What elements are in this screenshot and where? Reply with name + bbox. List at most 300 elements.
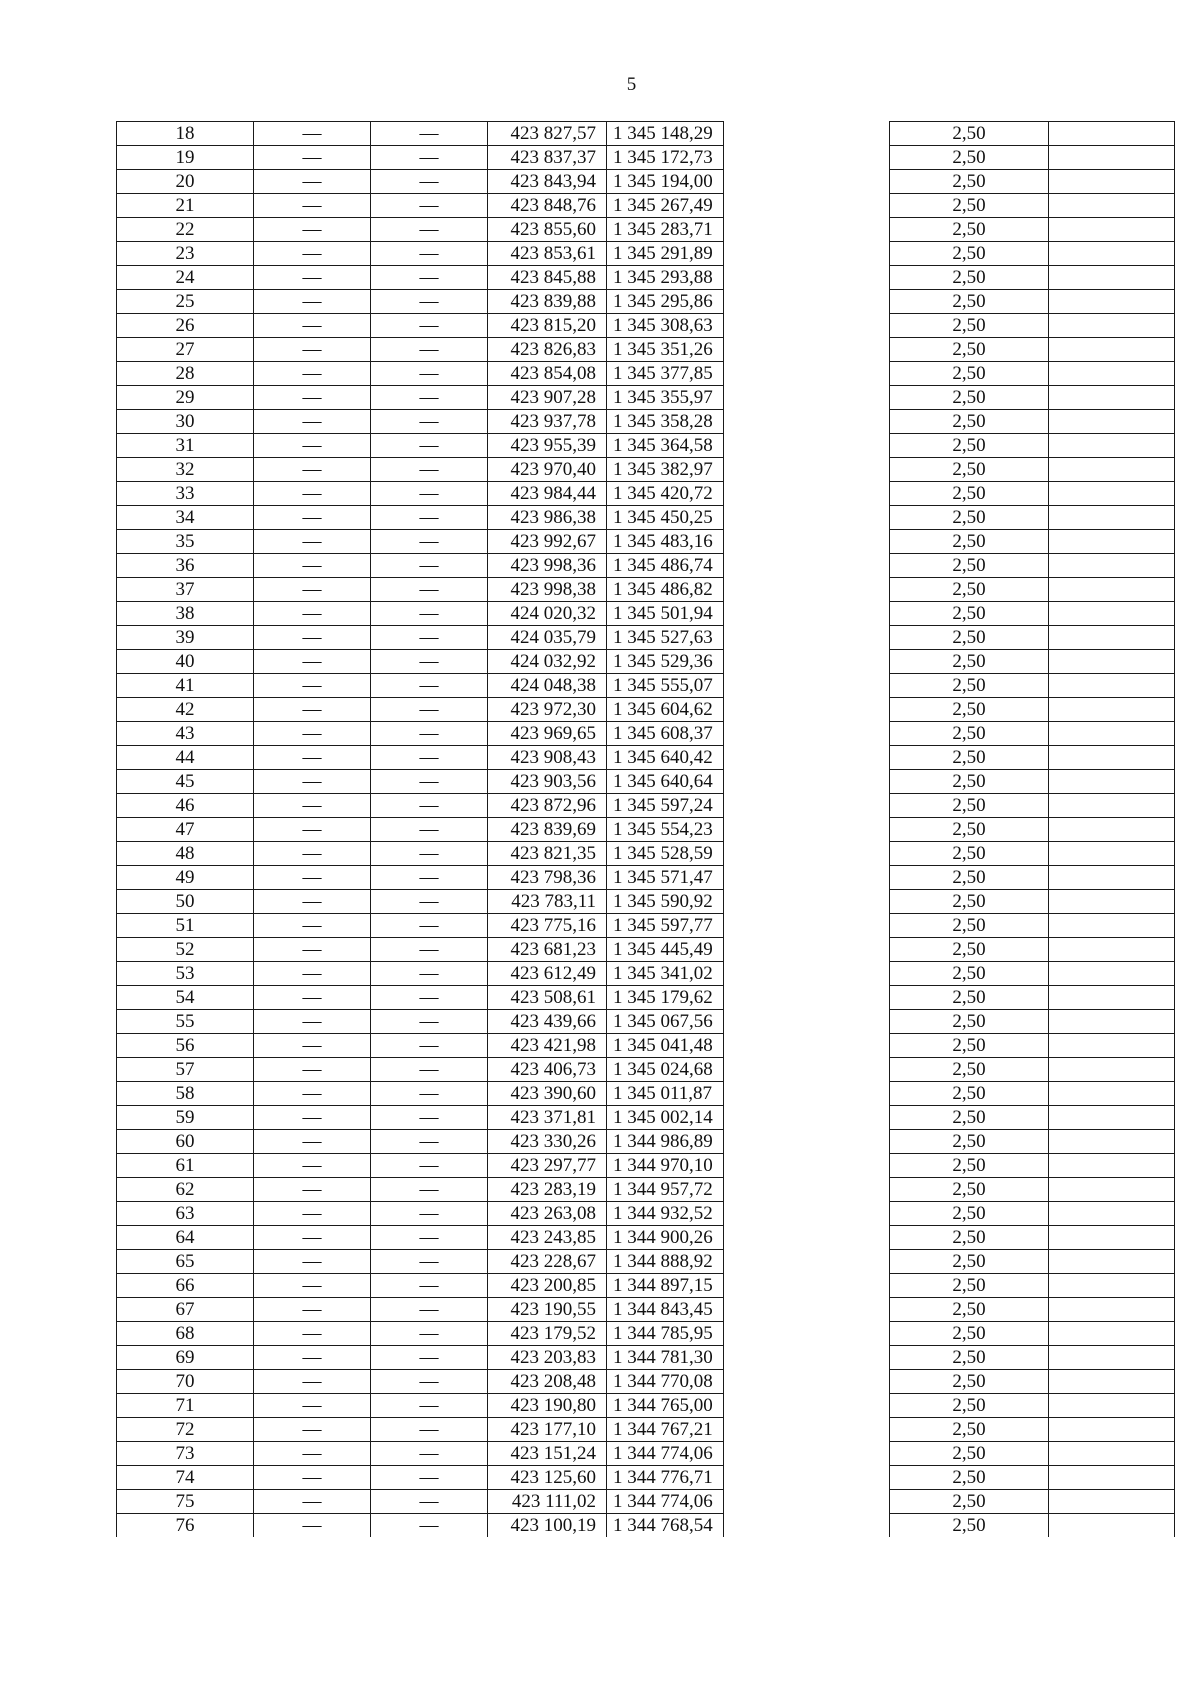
empty-cell xyxy=(1049,866,1175,890)
y-coordinate-cell: 1 344 774,06 xyxy=(607,1442,724,1466)
table-row xyxy=(117,242,1175,266)
point-number-cell: 56 xyxy=(117,1034,254,1058)
accuracy-cell: 2,50 xyxy=(890,362,1049,386)
x-coordinate-cell: 423 854,08 xyxy=(488,362,607,386)
y-coordinate-cell: 1 345 351,26 xyxy=(607,338,724,362)
empty-cell xyxy=(1049,434,1175,458)
x-coordinate-cell: 423 907,28 xyxy=(488,386,607,410)
dash-cell: — xyxy=(371,1466,488,1490)
empty-cell xyxy=(724,146,890,170)
point-number-cell: 75 xyxy=(117,1490,254,1514)
y-coordinate-cell: 1 345 067,56 xyxy=(607,1010,724,1034)
y-coordinate-cell: 1 345 445,49 xyxy=(607,938,724,962)
x-coordinate-cell: 423 955,39 xyxy=(488,434,607,458)
table-row xyxy=(117,1202,1175,1226)
empty-cell xyxy=(724,1322,890,1346)
dash-cell: — xyxy=(371,602,488,626)
accuracy-cell: 2,50 xyxy=(890,458,1049,482)
empty-cell xyxy=(724,1178,890,1202)
accuracy-cell: 2,50 xyxy=(890,866,1049,890)
point-number-cell: 74 xyxy=(117,1466,254,1490)
empty-cell xyxy=(1049,1106,1175,1130)
empty-cell xyxy=(1049,170,1175,194)
table-row xyxy=(117,506,1175,530)
x-coordinate-cell: 423 827,57 xyxy=(488,122,607,146)
dash-cell: — xyxy=(254,482,371,506)
empty-cell xyxy=(724,482,890,506)
y-coordinate-cell: 1 345 291,89 xyxy=(607,242,724,266)
dash-cell: — xyxy=(254,746,371,770)
accuracy-cell: 2,50 xyxy=(890,290,1049,314)
empty-cell xyxy=(1049,602,1175,626)
table-row xyxy=(117,482,1175,506)
x-coordinate-cell: 423 839,88 xyxy=(488,290,607,314)
x-coordinate-cell: 423 203,83 xyxy=(488,1346,607,1370)
empty-cell xyxy=(724,1514,890,1538)
dash-cell: — xyxy=(254,506,371,530)
point-number-cell: 35 xyxy=(117,530,254,554)
accuracy-cell: 2,50 xyxy=(890,1082,1049,1106)
point-number-cell: 22 xyxy=(117,218,254,242)
dash-cell: — xyxy=(371,1058,488,1082)
empty-cell xyxy=(1049,338,1175,362)
accuracy-cell: 2,50 xyxy=(890,1058,1049,1082)
accuracy-cell: 2,50 xyxy=(890,122,1049,146)
empty-cell xyxy=(724,1034,890,1058)
empty-cell xyxy=(724,794,890,818)
empty-cell xyxy=(724,626,890,650)
point-number-cell: 49 xyxy=(117,866,254,890)
empty-cell xyxy=(1049,962,1175,986)
dash-cell: — xyxy=(254,1514,371,1538)
y-coordinate-cell: 1 344 768,54 xyxy=(607,1514,724,1538)
empty-cell xyxy=(724,602,890,626)
x-coordinate-cell: 423 371,81 xyxy=(488,1106,607,1130)
point-number-cell: 30 xyxy=(117,410,254,434)
accuracy-cell: 2,50 xyxy=(890,962,1049,986)
x-coordinate-cell: 423 848,76 xyxy=(488,194,607,218)
dash-cell: — xyxy=(371,482,488,506)
empty-cell xyxy=(1049,1082,1175,1106)
dash-cell: — xyxy=(254,1034,371,1058)
x-coordinate-cell: 423 263,08 xyxy=(488,1202,607,1226)
x-coordinate-cell: 423 998,36 xyxy=(488,554,607,578)
y-coordinate-cell: 1 345 295,86 xyxy=(607,290,724,314)
y-coordinate-cell: 1 345 172,73 xyxy=(607,146,724,170)
dash-cell: — xyxy=(371,1322,488,1346)
dash-cell: — xyxy=(371,650,488,674)
empty-cell xyxy=(1049,362,1175,386)
x-coordinate-cell: 423 937,78 xyxy=(488,410,607,434)
dash-cell: — xyxy=(371,866,488,890)
point-number-cell: 71 xyxy=(117,1394,254,1418)
empty-cell xyxy=(724,1250,890,1274)
table-row xyxy=(117,1106,1175,1130)
accuracy-cell: 2,50 xyxy=(890,1250,1049,1274)
point-number-cell: 64 xyxy=(117,1226,254,1250)
empty-cell xyxy=(724,386,890,410)
point-number-cell: 42 xyxy=(117,698,254,722)
table-row xyxy=(117,1370,1175,1394)
empty-cell xyxy=(724,1226,890,1250)
y-coordinate-cell: 1 345 527,63 xyxy=(607,626,724,650)
accuracy-cell: 2,50 xyxy=(890,1418,1049,1442)
y-coordinate-cell: 1 345 597,24 xyxy=(607,794,724,818)
table-row xyxy=(117,1514,1175,1538)
dash-cell: — xyxy=(371,1250,488,1274)
dash-cell: — xyxy=(254,818,371,842)
y-coordinate-cell: 1 345 024,68 xyxy=(607,1058,724,1082)
dash-cell: — xyxy=(254,1274,371,1298)
dash-cell: — xyxy=(371,290,488,314)
table-row xyxy=(117,866,1175,890)
point-number-cell: 34 xyxy=(117,506,254,530)
empty-cell xyxy=(1049,1322,1175,1346)
dash-cell: — xyxy=(254,530,371,554)
empty-cell xyxy=(724,266,890,290)
point-number-cell: 46 xyxy=(117,794,254,818)
x-coordinate-cell: 424 032,92 xyxy=(488,650,607,674)
empty-cell xyxy=(724,986,890,1010)
empty-cell xyxy=(724,506,890,530)
dash-cell: — xyxy=(254,1394,371,1418)
dash-cell: — xyxy=(371,410,488,434)
accuracy-cell: 2,50 xyxy=(890,818,1049,842)
dash-cell: — xyxy=(371,1514,488,1538)
accuracy-cell: 2,50 xyxy=(890,674,1049,698)
dash-cell: — xyxy=(254,362,371,386)
dash-cell: — xyxy=(371,1298,488,1322)
y-coordinate-cell: 1 345 041,48 xyxy=(607,1034,724,1058)
accuracy-cell: 2,50 xyxy=(890,218,1049,242)
x-coordinate-cell: 423 986,38 xyxy=(488,506,607,530)
accuracy-cell: 2,50 xyxy=(890,1106,1049,1130)
dash-cell: — xyxy=(371,458,488,482)
empty-cell xyxy=(1049,986,1175,1010)
dash-cell: — xyxy=(371,1370,488,1394)
y-coordinate-cell: 1 345 377,85 xyxy=(607,362,724,386)
empty-cell xyxy=(724,962,890,986)
empty-cell xyxy=(724,410,890,434)
table-row xyxy=(117,1418,1175,1442)
accuracy-cell: 2,50 xyxy=(890,146,1049,170)
dash-cell: — xyxy=(254,194,371,218)
y-coordinate-cell: 1 344 932,52 xyxy=(607,1202,724,1226)
point-number-cell: 39 xyxy=(117,626,254,650)
empty-cell xyxy=(724,170,890,194)
y-coordinate-cell: 1 345 483,16 xyxy=(607,530,724,554)
accuracy-cell: 2,50 xyxy=(890,938,1049,962)
table-row xyxy=(117,146,1175,170)
dash-cell: — xyxy=(254,650,371,674)
point-number-cell: 28 xyxy=(117,362,254,386)
dash-cell: — xyxy=(371,1346,488,1370)
x-coordinate-cell: 423 439,66 xyxy=(488,1010,607,1034)
dash-cell: — xyxy=(254,626,371,650)
accuracy-cell: 2,50 xyxy=(890,554,1049,578)
x-coordinate-cell: 423 837,37 xyxy=(488,146,607,170)
x-coordinate-cell: 423 243,85 xyxy=(488,1226,607,1250)
point-number-cell: 60 xyxy=(117,1130,254,1154)
dash-cell: — xyxy=(254,1418,371,1442)
accuracy-cell: 2,50 xyxy=(890,914,1049,938)
y-coordinate-cell: 1 344 767,21 xyxy=(607,1418,724,1442)
dash-cell: — xyxy=(254,1226,371,1250)
dash-cell: — xyxy=(371,1106,488,1130)
table-row xyxy=(117,650,1175,674)
empty-cell xyxy=(1049,578,1175,602)
accuracy-cell: 2,50 xyxy=(890,266,1049,290)
dash-cell: — xyxy=(371,842,488,866)
empty-cell xyxy=(1049,1130,1175,1154)
dash-cell: — xyxy=(371,1130,488,1154)
empty-cell xyxy=(724,650,890,674)
dash-cell: — xyxy=(254,674,371,698)
y-coordinate-cell: 1 344 843,45 xyxy=(607,1298,724,1322)
y-coordinate-cell: 1 345 590,92 xyxy=(607,890,724,914)
y-coordinate-cell: 1 345 486,82 xyxy=(607,578,724,602)
x-coordinate-cell: 423 177,10 xyxy=(488,1418,607,1442)
dash-cell: — xyxy=(254,458,371,482)
dash-cell: — xyxy=(254,1082,371,1106)
dash-cell: — xyxy=(371,1034,488,1058)
dash-cell: — xyxy=(254,122,371,146)
point-number-cell: 43 xyxy=(117,722,254,746)
point-number-cell: 65 xyxy=(117,1250,254,1274)
x-coordinate-cell: 423 151,24 xyxy=(488,1442,607,1466)
point-number-cell: 29 xyxy=(117,386,254,410)
accuracy-cell: 2,50 xyxy=(890,986,1049,1010)
dash-cell: — xyxy=(371,1490,488,1514)
x-coordinate-cell: 423 390,60 xyxy=(488,1082,607,1106)
empty-cell xyxy=(724,1442,890,1466)
table-row xyxy=(117,1034,1175,1058)
table-row xyxy=(117,1274,1175,1298)
x-coordinate-cell: 423 111,02 xyxy=(488,1490,607,1514)
dash-cell: — xyxy=(371,914,488,938)
dash-cell: — xyxy=(254,266,371,290)
table-row xyxy=(117,938,1175,962)
dash-cell: — xyxy=(254,722,371,746)
point-number-cell: 52 xyxy=(117,938,254,962)
x-coordinate-cell: 423 853,61 xyxy=(488,242,607,266)
dash-cell: — xyxy=(371,962,488,986)
table-row xyxy=(117,698,1175,722)
accuracy-cell: 2,50 xyxy=(890,1490,1049,1514)
dash-cell: — xyxy=(371,170,488,194)
empty-cell xyxy=(724,698,890,722)
y-coordinate-cell: 1 345 608,37 xyxy=(607,722,724,746)
dash-cell: — xyxy=(371,122,488,146)
empty-cell xyxy=(724,1082,890,1106)
empty-cell xyxy=(724,866,890,890)
x-coordinate-cell: 423 821,35 xyxy=(488,842,607,866)
table-row xyxy=(117,914,1175,938)
dash-cell: — xyxy=(254,434,371,458)
point-number-cell: 32 xyxy=(117,458,254,482)
empty-cell xyxy=(1049,290,1175,314)
dash-cell: — xyxy=(371,818,488,842)
x-coordinate-cell: 423 815,20 xyxy=(488,314,607,338)
table-row xyxy=(117,794,1175,818)
y-coordinate-cell: 1 344 897,15 xyxy=(607,1274,724,1298)
accuracy-cell: 2,50 xyxy=(890,722,1049,746)
empty-cell xyxy=(1049,1370,1175,1394)
point-number-cell: 25 xyxy=(117,290,254,314)
x-coordinate-cell: 424 020,32 xyxy=(488,602,607,626)
point-number-cell: 19 xyxy=(117,146,254,170)
empty-cell xyxy=(724,554,890,578)
empty-cell xyxy=(1049,650,1175,674)
y-coordinate-cell: 1 345 267,49 xyxy=(607,194,724,218)
table-row xyxy=(117,962,1175,986)
table-row xyxy=(117,818,1175,842)
dash-cell: — xyxy=(254,1010,371,1034)
y-coordinate-cell: 1 345 341,02 xyxy=(607,962,724,986)
empty-cell xyxy=(724,338,890,362)
dash-cell: — xyxy=(371,794,488,818)
point-number-cell: 38 xyxy=(117,602,254,626)
empty-cell xyxy=(1049,1394,1175,1418)
x-coordinate-cell: 423 208,48 xyxy=(488,1370,607,1394)
accuracy-cell: 2,50 xyxy=(890,1178,1049,1202)
table-row xyxy=(117,338,1175,362)
y-coordinate-cell: 1 344 785,95 xyxy=(607,1322,724,1346)
y-coordinate-cell: 1 345 640,64 xyxy=(607,770,724,794)
x-coordinate-cell: 423 845,88 xyxy=(488,266,607,290)
table-row xyxy=(117,434,1175,458)
table-row xyxy=(117,842,1175,866)
dash-cell: — xyxy=(254,602,371,626)
dash-cell: — xyxy=(254,866,371,890)
table-row xyxy=(117,1130,1175,1154)
empty-cell xyxy=(724,1394,890,1418)
table-row xyxy=(117,170,1175,194)
accuracy-cell: 2,50 xyxy=(890,1274,1049,1298)
dash-cell: — xyxy=(254,1250,371,1274)
dash-cell: — xyxy=(254,1154,371,1178)
empty-cell xyxy=(1049,1010,1175,1034)
empty-cell xyxy=(1049,674,1175,698)
empty-cell xyxy=(1049,1346,1175,1370)
x-coordinate-cell: 423 903,56 xyxy=(488,770,607,794)
table-row xyxy=(117,122,1175,146)
y-coordinate-cell: 1 345 597,77 xyxy=(607,914,724,938)
empty-cell xyxy=(1049,506,1175,530)
empty-cell xyxy=(1049,146,1175,170)
empty-cell xyxy=(1049,1514,1175,1538)
accuracy-cell: 2,50 xyxy=(890,698,1049,722)
y-coordinate-cell: 1 345 002,14 xyxy=(607,1106,724,1130)
dash-cell: — xyxy=(254,890,371,914)
point-number-cell: 69 xyxy=(117,1346,254,1370)
empty-cell xyxy=(1049,794,1175,818)
accuracy-cell: 2,50 xyxy=(890,1202,1049,1226)
table-row xyxy=(117,362,1175,386)
dash-cell: — xyxy=(254,410,371,434)
point-number-cell: 18 xyxy=(117,122,254,146)
empty-cell xyxy=(1049,746,1175,770)
empty-cell xyxy=(1049,1202,1175,1226)
accuracy-cell: 2,50 xyxy=(890,170,1049,194)
table-row xyxy=(117,770,1175,794)
y-coordinate-cell: 1 345 501,94 xyxy=(607,602,724,626)
accuracy-cell: 2,50 xyxy=(890,770,1049,794)
table-row xyxy=(117,554,1175,578)
y-coordinate-cell: 1 344 774,06 xyxy=(607,1490,724,1514)
accuracy-cell: 2,50 xyxy=(890,242,1049,266)
accuracy-cell: 2,50 xyxy=(890,506,1049,530)
dash-cell: — xyxy=(371,218,488,242)
table-row xyxy=(117,266,1175,290)
empty-cell xyxy=(1049,842,1175,866)
point-number-cell: 40 xyxy=(117,650,254,674)
x-coordinate-cell: 423 283,19 xyxy=(488,1178,607,1202)
accuracy-cell: 2,50 xyxy=(890,314,1049,338)
x-coordinate-cell: 423 972,30 xyxy=(488,698,607,722)
empty-cell xyxy=(724,1202,890,1226)
accuracy-cell: 2,50 xyxy=(890,650,1049,674)
accuracy-cell: 2,50 xyxy=(890,890,1049,914)
dash-cell: — xyxy=(254,1202,371,1226)
accuracy-cell: 2,50 xyxy=(890,1514,1049,1538)
dash-cell: — xyxy=(254,962,371,986)
point-number-cell: 54 xyxy=(117,986,254,1010)
empty-cell xyxy=(724,1274,890,1298)
empty-cell xyxy=(1049,1154,1175,1178)
point-number-cell: 33 xyxy=(117,482,254,506)
y-coordinate-cell: 1 345 382,97 xyxy=(607,458,724,482)
y-coordinate-cell: 1 344 781,30 xyxy=(607,1346,724,1370)
dash-cell: — xyxy=(254,842,371,866)
empty-cell xyxy=(1049,482,1175,506)
y-coordinate-cell: 1 344 765,00 xyxy=(607,1394,724,1418)
point-number-cell: 72 xyxy=(117,1418,254,1442)
dash-cell: — xyxy=(254,1130,371,1154)
x-coordinate-cell: 423 970,40 xyxy=(488,458,607,482)
point-number-cell: 50 xyxy=(117,890,254,914)
empty-cell xyxy=(1049,458,1175,482)
accuracy-cell: 2,50 xyxy=(890,1130,1049,1154)
y-coordinate-cell: 1 345 179,62 xyxy=(607,986,724,1010)
empty-cell xyxy=(1049,1298,1175,1322)
point-number-cell: 68 xyxy=(117,1322,254,1346)
dash-cell: — xyxy=(254,386,371,410)
accuracy-cell: 2,50 xyxy=(890,578,1049,602)
empty-cell xyxy=(724,1466,890,1490)
empty-cell xyxy=(724,1010,890,1034)
empty-cell xyxy=(724,818,890,842)
x-coordinate-cell: 423 998,38 xyxy=(488,578,607,602)
table-row xyxy=(117,674,1175,698)
accuracy-cell: 2,50 xyxy=(890,1034,1049,1058)
empty-cell xyxy=(724,458,890,482)
dash-cell: — xyxy=(371,314,488,338)
y-coordinate-cell: 1 345 364,58 xyxy=(607,434,724,458)
empty-cell xyxy=(724,290,890,314)
empty-cell xyxy=(1049,554,1175,578)
dash-cell: — xyxy=(254,1346,371,1370)
point-number-cell: 48 xyxy=(117,842,254,866)
x-coordinate-cell: 423 297,77 xyxy=(488,1154,607,1178)
x-coordinate-cell: 423 826,83 xyxy=(488,338,607,362)
point-number-cell: 23 xyxy=(117,242,254,266)
dash-cell: — xyxy=(254,1298,371,1322)
empty-cell xyxy=(1049,1178,1175,1202)
dash-cell: — xyxy=(254,1490,371,1514)
y-coordinate-cell: 1 345 148,29 xyxy=(607,122,724,146)
point-number-cell: 31 xyxy=(117,434,254,458)
